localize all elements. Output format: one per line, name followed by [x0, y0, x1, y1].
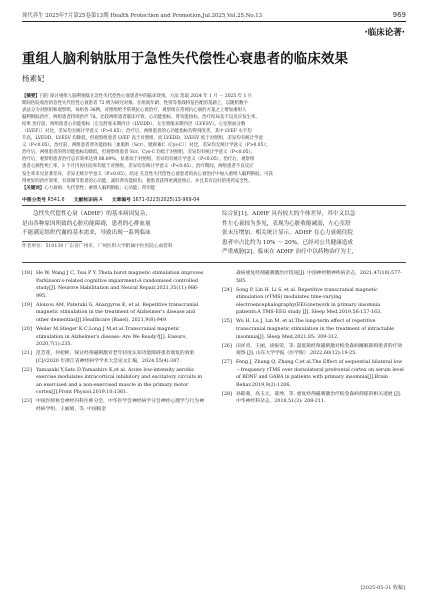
reference-text: Yamazaki Y,Sato D,Yamashiro K,et al. Acute low-intensity aerobic exercise modulates intracortical inhibitory and excitatory circuits in an exercised and a non-exercised muscle in the primary motor cortex[J].Front Physiol,2019,10:1361.: [36, 367, 203, 396]
reference-text: He W, Wang J C, Tsai P Y. Theta burst magnetic stimulation improves Parkinson's-related cognitive impairment:A randomised controlled study[J]. Neurore Habilitation and Neural Repair,2021,35(11):986-995.: [36, 271, 204, 299]
reference-text: Wu H, Lu J, Lin M, et al.The long-term effect of repetitive transcranial magnetic stimulation in the treatment of intractable insomnia[J]. Sleep Med,2021,85: 309-312.: [236, 319, 395, 340]
keywords-label: 【关键词】: [22, 185, 45, 191]
abstract-line: 期间医院收治的急性失代偿性心衰患者 72 例为研究对象。在组间年龄、性别等基线特征匹配的基础上，以随机数字: [22, 101, 248, 107]
abstract-line: 义（P<0.05）。治疗前，两组患者肾功能指标［血肌酐（Scr）、胱抑素C（Cys-C）］对比，差异均无统计学意义（P>0.05）；: [22, 143, 271, 149]
reference-text: 森病重复经颅磁刺激治疗指南[J]. 中国神经精神疾病杂志，2021,47(10):577-585.: [236, 271, 402, 284]
abstract-text: 目的 探讨重组人脑利钠肽在急性失代偿性心衰患者中的临床效果。方法 选取 2024 年 1 月 － 2025 年 1 月: [39, 94, 253, 99]
reference-text: 范芳莲，何松彬，探讨经颅磁刺激对老年轻度认知功能障碍患者康复的效果[C]//2020 年浙江省神经病学学术大会论文汇编，2024,55(4):387.: [36, 351, 195, 364]
abstract-rule: [22, 205, 406, 206]
section-tag: ·临床论著·: [364, 28, 405, 38]
classification-row: [22, 196, 199, 203]
body-paragraph-line: 患者中占比约为 10% ～ 20%，已经对公共健康造成: [222, 239, 353, 246]
author: 杨素妃: [22, 74, 45, 83]
references-right: [222, 270, 406, 407]
received-date: [2025-05-31 收稿]: [360, 585, 405, 591]
abstract-line: 患者心源性死亡率、3 个月内再住院率均低于对照组，差异均有统计学意义（P<0.05）。治疗期间，两组患者不良反应: [22, 164, 254, 170]
id-value: 1671-0223(2025)13-969-04: [132, 198, 200, 203]
reference-item: [222, 287, 406, 317]
reference-item: [22, 302, 206, 325]
reference-item: [22, 326, 206, 349]
reference-number: [26]: [222, 343, 232, 349]
reference-item: [22, 350, 206, 365]
body-paragraph-line: 性左心衰较为多见，表现为心脏收缩减弱，左心室舒: [222, 220, 351, 227]
footnote-rule: [22, 241, 82, 242]
body-right-column: [222, 210, 406, 258]
reference-number: [222, 270, 236, 285]
journal-info: 现代养生 2025年7月第25卷第13期 Health Protection and Promotion,Jul.2025,Vol.25,No.13: [22, 13, 263, 19]
reference-number: [25]: [222, 319, 232, 325]
reference-item: [22, 367, 206, 397]
body-paragraph-line: 是由各种原因所致的心脏功能障碍，患者的心排血量: [22, 220, 151, 227]
clc-value: R541.6: [47, 198, 65, 203]
keywords: 心力衰竭；失代偿性；重组人脑利钠肽；心功能；肾功能: [44, 185, 156, 191]
reference-item: [22, 270, 206, 300]
page-number: 969: [392, 11, 406, 19]
reference-number: [19]: [22, 302, 32, 308]
reference-number: [28]: [222, 391, 232, 397]
abstract-line: 治疗后，两组患者的肾功能指标均降低，但观察组患者 Scr、Cys-C 均低于对照组，差异均有统计学意义（P<0.05）。: [22, 150, 256, 156]
abstract-label: 【摘要】: [22, 94, 40, 99]
reference-number: [24]: [222, 287, 232, 293]
doc-label: 文献标识码: [73, 198, 98, 203]
reference-number: [22]: [22, 367, 32, 373]
keywords-line: [22, 185, 406, 192]
abstract-line: 表法分为对照组和观察组，每组各 36例。对照组给予常规抗心衰治疗，观察组在常规抗心衰的方案之上增加重组人: [22, 108, 247, 114]
reference-number: [20]: [22, 326, 32, 332]
reference-text: Weiler M,Stieger K C,Long J M,et al.Transcranial magnetic stimulation in Alzheimer's disease: Are We Ready?[J]. Eneuro, 2020,7(1):235.: [36, 326, 187, 348]
abstract-line: （LVEF）］对比，差异均无统计学意义（P>0.05）；治疗后，两组患者的心功能指标均得到改善，其中 LVEF 水平均: [22, 129, 252, 135]
reference-item: [222, 343, 406, 358]
article-title: 重组人脑利钠肽用于急性失代偿性心衰患者的临床效果: [22, 52, 349, 67]
body-paragraph-line: 张末压增加。相关统计显示，ADHF 在心力衰竭住院: [222, 230, 353, 237]
reference-item: [222, 359, 406, 389]
reference-number: [18]: [22, 271, 32, 276]
reference-text: 田祥青，王丽，徐振荣，等. 超低频经颅磁刺激对帕金森病睡眠障碍患者的疗效观察 [J]. 山东大学学报（医学版）,2022,60(12):19-25.: [236, 343, 403, 357]
reference-number: [23]: [22, 399, 32, 405]
reference-text: 中国医师协会神经内科医师分会，中华医学会神经病学分会神经心理学与行为神经病学组，王丽娟，等. 中国帕金: [36, 399, 204, 413]
body-paragraph-line: 急性失代偿性心衰（ADHF）的基本病因复杂，: [33, 211, 151, 217]
header-rule: [22, 21, 406, 22]
abstract-line: 得更好的治疗效果，有效调节患者的心功能，减轻肾功能损伤，使患者获得更满意预后，并且其有良好的用药安全性。: [22, 178, 253, 184]
reference-text: 孙联蒙，高玉元，聂坤，等. 重复经颅磁刺激治疗帕金森病抑郁的相关进展 [J]. 中华神经科杂志，2018,51(3): 208-211.: [236, 391, 402, 405]
reference-number: [21]: [22, 351, 32, 357]
body-paragraph-line: 不能满足组织代谢的基本需求，导致出现一系列临床: [22, 230, 151, 237]
reference-item: [222, 391, 406, 406]
reference-item: [222, 318, 406, 341]
abstract-line: 治疗后，观察组患者治疗总有效率达到 88.89%，显著高于对照组，差异均有统计学意义（P<0.05）。治疗后，观察组: [22, 157, 255, 163]
reference-text: Feng J, Zhang Q, Zhang C,et al.The Effect of sequential bilateral low－frequency rTMS over dorsolateral prefrontal cortex on serum level of BDNF and GABA in patients with primary insomnia[J].Brain Behav,2019,9(2):1206.: [236, 360, 404, 388]
abstract-line: 发生率未见显著差异，差异无统计学意义（P>0.05）。结论 在急性失代偿性心衰患者的抗心衰治疗中加入重组人脑利钠肽，可获: [22, 171, 273, 177]
reference-number: [27]: [222, 360, 232, 366]
author-affiliation: 作者单位：510130 广东省广州市，广州医科大学附属中医医院心血管科: [22, 244, 173, 249]
body-paragraph-line: 严重威胁[2]。临床在 ADHF 治疗中以药物治疗为主，: [222, 249, 358, 256]
abstract-line: [22, 93, 406, 100]
section-divider: [22, 262, 406, 263]
reference-text: Aloizou AM, Pateraki G, Anargyros K, et al. Repetitive transcranial magnetic stimulation in the treatment of Alzheimer's disease and other dementias[J].Healthcare (Basel), 2021,9(8):949.: [36, 302, 199, 323]
body-paragraph-line: 综合征[1]。ADHF 具有较大的个体差异，其中又以急: [222, 211, 356, 217]
reference-text: Song P, Lin H, Li S, et al. Repetitive transcranial magnetic stimulation (rTMS) modulates time-varying electroencephalography(EEG)network in primary insomnia patients:A TMS-EEG study [J]. Sleep Med,2019,56:157-163.: [236, 287, 382, 316]
abstract-line: 升高，LVEDD、LVESV 均降低，但观察组患者 LVEF 高于对照组，而 LVEDD、LVESV 低于对照组，差异均有统计学意: [22, 136, 263, 142]
abstract-line: 脑利钠肽治疗，两组患者持续治疗 7d。比较两组患者临床疗效、心功能指标、肾功能指标，治疗结局及不良反应发生率。: [22, 115, 260, 121]
references-left: [22, 270, 206, 415]
clc-label: 中图分类号: [22, 198, 46, 203]
reference-item: [22, 398, 206, 413]
body-left-column: [22, 210, 206, 239]
doc-value: A: [99, 198, 103, 203]
reference-item: [222, 270, 406, 285]
running-header: [22, 10, 406, 20]
abstract-line: 结果 治疗前，两组患者心功能指标［左室舒张末期内径（LVEDD）、左室收缩末期内径（LVESV）、心室射血分数: [22, 122, 246, 128]
id-label: 文章编号: [111, 198, 131, 203]
